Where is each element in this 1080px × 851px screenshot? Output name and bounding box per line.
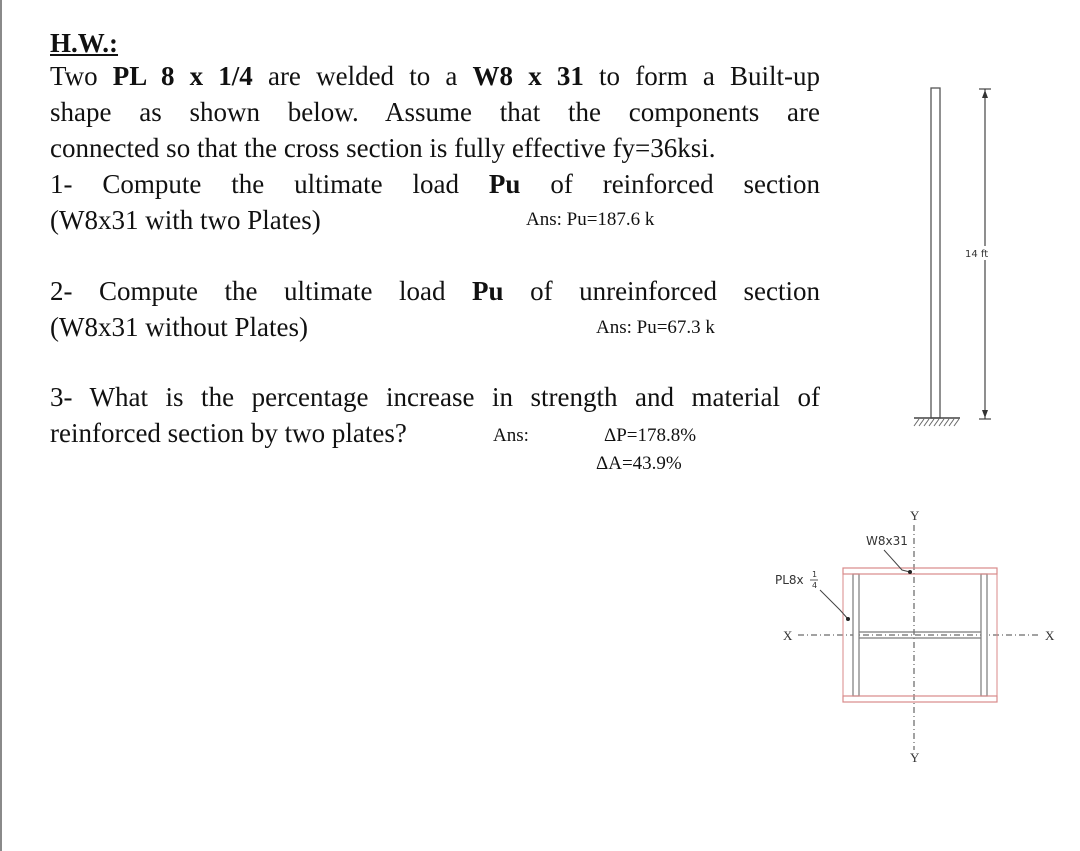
q1-answer: Ans: Pu=187.6 k [526,209,655,230]
question-3 [50,379,820,451]
plate-label: PL8x [775,573,804,587]
x-axis-left-label: X [783,628,793,643]
intro-line-3: connected so that the cross section is fully effective fy=36ksi. [50,133,716,163]
q1-line-2: (W8x31 with two Plates) [50,205,321,235]
column-outline [931,88,940,418]
q2-line-2: (W8x31 without Plates) [50,312,308,342]
plate-leader-dot [846,617,850,621]
ground-hatch [914,419,959,426]
y-axis-bottom-label: Y [910,750,920,765]
plate-fraction-numerator: 1 [812,570,818,579]
intro-paragraph [50,58,820,166]
q3-line-2: reinforced section by two plates? [50,418,407,448]
column-figure [890,80,1010,440]
x-axis-right-label: X [1045,628,1055,643]
section-figure [770,500,1070,770]
wide-flange-right-flange [981,574,987,696]
question-1 [50,166,820,238]
plate-leader [820,590,848,619]
plate-bottom [843,696,997,702]
wshape-leader [884,550,910,572]
dimension-arrow-bottom [982,410,988,418]
plate-top [843,568,997,574]
column-length-label: 14 ft [965,249,989,260]
q3-line-1: 3- What is the percentage increase in strength and material of [50,382,820,412]
q3-answer-label: Ans: [493,425,529,446]
dimension-arrow-top [982,90,988,98]
wshape-label: W8x31 [866,534,908,548]
plate-fraction-denominator: 4 [812,581,818,590]
q2-answer: Ans: Pu=67.3 k [596,317,715,338]
q2-line-1: 2- Compute the ultimate load Pu of unreinforced section [50,276,820,306]
page-edge-line [0,0,2,851]
wshape-leader-dot [908,570,912,574]
intro-line-1: Two PL 8 x 1/4 are welded to a W8 x 31 to form a Built-up [50,61,821,91]
q3-answer-delta-p: ΔP=178.8% [604,425,697,446]
wide-flange-left-flange [853,574,859,696]
y-axis-top-label: Y [910,508,920,523]
homework-title: H.W.: [50,28,119,58]
intro-line-2: shape as shown below. Assume that the components are [50,97,820,127]
q1-line-1: 1- Compute the ultimate load Pu of reinforced section [50,169,820,199]
q3-answer-delta-a: ΔA=43.9% [596,453,682,474]
